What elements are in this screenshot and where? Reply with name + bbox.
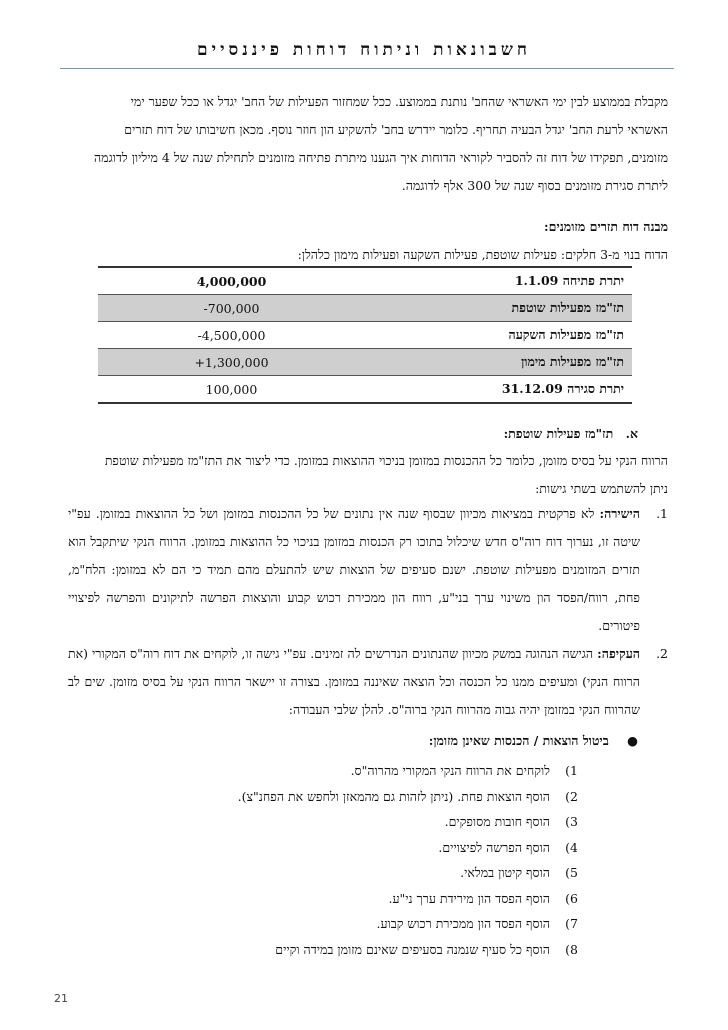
- table-row: [98, 322, 632, 349]
- table-row-label: תז"מז מפעילות מימון: [365, 349, 632, 376]
- bullet-heading-text: ביטול הוצאות / הכנסות שאינן מזומן:: [428, 733, 609, 748]
- approach-line: הרווח הנקי על בסיס מזומן. שים לב שהרווח הנקי במזומן יהיה גבוה מהרווח הנקי ברוה"ס. להלן שלבי: [68, 674, 640, 717]
- list-item: [238, 809, 578, 835]
- table-row: [98, 376, 632, 404]
- approach-direct: [68, 500, 668, 640]
- list-item-text: לוקחים את הרווח הנקי המקורי מהרוה"ס.: [350, 763, 550, 778]
- page-number: 21: [54, 992, 68, 1005]
- table-row-label: יתרת סגירה 31.12.09: [365, 376, 632, 404]
- table-row-value: -4,500,000: [98, 322, 365, 349]
- approach-indirect: [68, 640, 668, 724]
- section-a-text: [68, 447, 668, 503]
- intro-paragraph: [68, 88, 668, 200]
- bullet-heading: [429, 733, 638, 749]
- bullet-icon: ●: [627, 733, 638, 748]
- section-a-line: ניתן להשתמש בשתי גישות:: [535, 481, 668, 496]
- intro-line: מזומנים, תפקידו של דוח זה להסביר לקוראי הדוחות איך הגענו מיתרת פתיחה מזומנים לתחילת שנה של 4 מיליון לדוגמה: [93, 150, 668, 165]
- approach-term: הישירה:: [599, 506, 640, 521]
- list-item-text: הוסף קיטון במלאי.: [460, 865, 550, 880]
- approach-line: העבודה:: [288, 702, 330, 717]
- approach-line: במזומן. עפ"י שיטה זו, נערוך דוח רוה"ס חדש שיכלול בתוכו רק הכנסות במזומן בניכוי כל ההוצאות: [68, 506, 640, 549]
- list-item: [238, 784, 578, 810]
- approach-number: 1.: [656, 506, 668, 521]
- section-a-letter: א.: [625, 426, 638, 441]
- approach-line: הגישה הנהוגה במשק מכיוון שהנתונים הנדרשים לה זמינים. עפ"י גישה זו, לוקחים את דוח: [163, 646, 594, 661]
- list-item-text: הוסף הוצאות פחת. (ניתן לזהות גם מהמאזן ולחפש את הפחנ"צ).: [237, 788, 550, 804]
- approach-line: לא פרקטית במציאות מכיוון שבסוף שנה אין נתונים של כל ההכנסות במזומן ושל כל ההוצאות: [135, 506, 595, 521]
- list-item-number: 6): [565, 890, 578, 906]
- structure-heading: מבנה דוח תזרים מזומנים:: [544, 219, 668, 234]
- section-a-title: תז"מז פעילות שוטפת:: [503, 426, 614, 441]
- list-item-text: הוסף הפרשה לפיצויים.: [438, 839, 550, 855]
- intro-line: ליתרת סגירת מזומנים בסוף שנה של 300 אלף לדוגמה.: [401, 178, 668, 193]
- table-row-value: -700,000: [98, 295, 365, 322]
- list-item-number: 5): [565, 865, 578, 880]
- page-header-title: חשבונאות וניתוח דוחות פיננסיים: [197, 40, 531, 60]
- cash-flow-summary-table: [98, 266, 632, 404]
- table-row-value: 100,000: [98, 376, 365, 404]
- section-a-heading: [504, 426, 638, 442]
- table-row-label: תז"מז מפעילות שוטפת: [365, 295, 632, 322]
- steps-list: [238, 758, 578, 962]
- table-row: [98, 267, 632, 295]
- list-item: [238, 860, 578, 886]
- list-item-number: 8): [565, 941, 578, 957]
- intro-line: מקבלת בממוצע לבין ימי האשראי שהחב' נותנת בממוצע. ככל שמחזור הפעילות של החב' יגדל או ככל שפער ימי: [130, 94, 668, 109]
- list-item: [238, 937, 578, 963]
- intro-line: האשראי לרעת החב' יגדל הבעיה תחריף. כלומר יידרש בחב' להשקיע הון חוזר נוסף. מכאן חשיבותו של דוח תזרים: [124, 122, 668, 137]
- table-row-value: +1,300,000: [98, 349, 365, 376]
- list-item-number: 3): [565, 814, 578, 829]
- table-row-value: 4,000,000: [98, 267, 365, 295]
- approach-line: במזומן. הרווח הנקי שיתקבל הוא תזרים המזומנים מפעילות שוטפת. ישנם סעיפים של הוצאות שיש: [68, 534, 640, 577]
- list-item-number: 4): [565, 839, 578, 855]
- list-item-number: 7): [565, 916, 578, 931]
- list-item-number: 1): [565, 763, 578, 778]
- approach-number: 2.: [656, 646, 668, 661]
- table-row-label: יתרת פתיחה 1.1.09: [365, 267, 632, 295]
- table-row: [98, 295, 632, 322]
- structure-description: הדוח בנוי מ-3 חלקים: פעילות שוטפת, פעילות השקעה ופעילות מימון כלהלן:: [297, 247, 668, 262]
- list-item: [238, 911, 578, 937]
- table-row-label: תז"מז מפעילות השקעה: [365, 322, 632, 349]
- header-divider: [60, 68, 674, 69]
- list-item: [238, 835, 578, 861]
- structure-section: [68, 213, 668, 269]
- list-item-text: הוסף חובות מסופקים.: [444, 814, 550, 829]
- approach-line: להתעלם מהם תמיד כי הם לא במזומן: הלח"מ, פחת, רווח/הפסד הון משינוי ערך בני"ע, רווח הון ממכירת: [68, 562, 640, 605]
- list-item-text: הוסף הפסד הון ממכירת רכוש קבוע.: [376, 916, 550, 931]
- approach-line: רוה"ס המקורי (את הרווח הנקי) ומעיפים ממנו כל הכנסה וכל הוצאה שאיננה במזומן. בצורה זו יישאר: [68, 646, 640, 689]
- list-item-text: הוסף הפסד הון מירידת ערך ני"ע.: [388, 890, 550, 906]
- section-a-line: הרווח הנקי על בסיס מזומן, כלומר כל ההכנסות במזומן בניכוי ההוצאות במזומן. כדי ליצור את התז"מז מפעילות שוטפת: [104, 453, 668, 468]
- list-item: [238, 886, 578, 912]
- approach-line: רכוש קבוע והוצאות הפרשה לתיקונים והפרשה לפיצויי פיטורים.: [68, 590, 640, 633]
- approach-term: העקיפה:: [597, 646, 640, 661]
- list-item: [238, 758, 578, 784]
- table-row: [98, 349, 632, 376]
- list-item-number: 2): [565, 788, 578, 804]
- approach-list: [68, 500, 668, 724]
- list-item-text: הוסף כל סעיף שנמנה בסעיפים שאינם מזומן במידה וקיים: [275, 941, 550, 957]
